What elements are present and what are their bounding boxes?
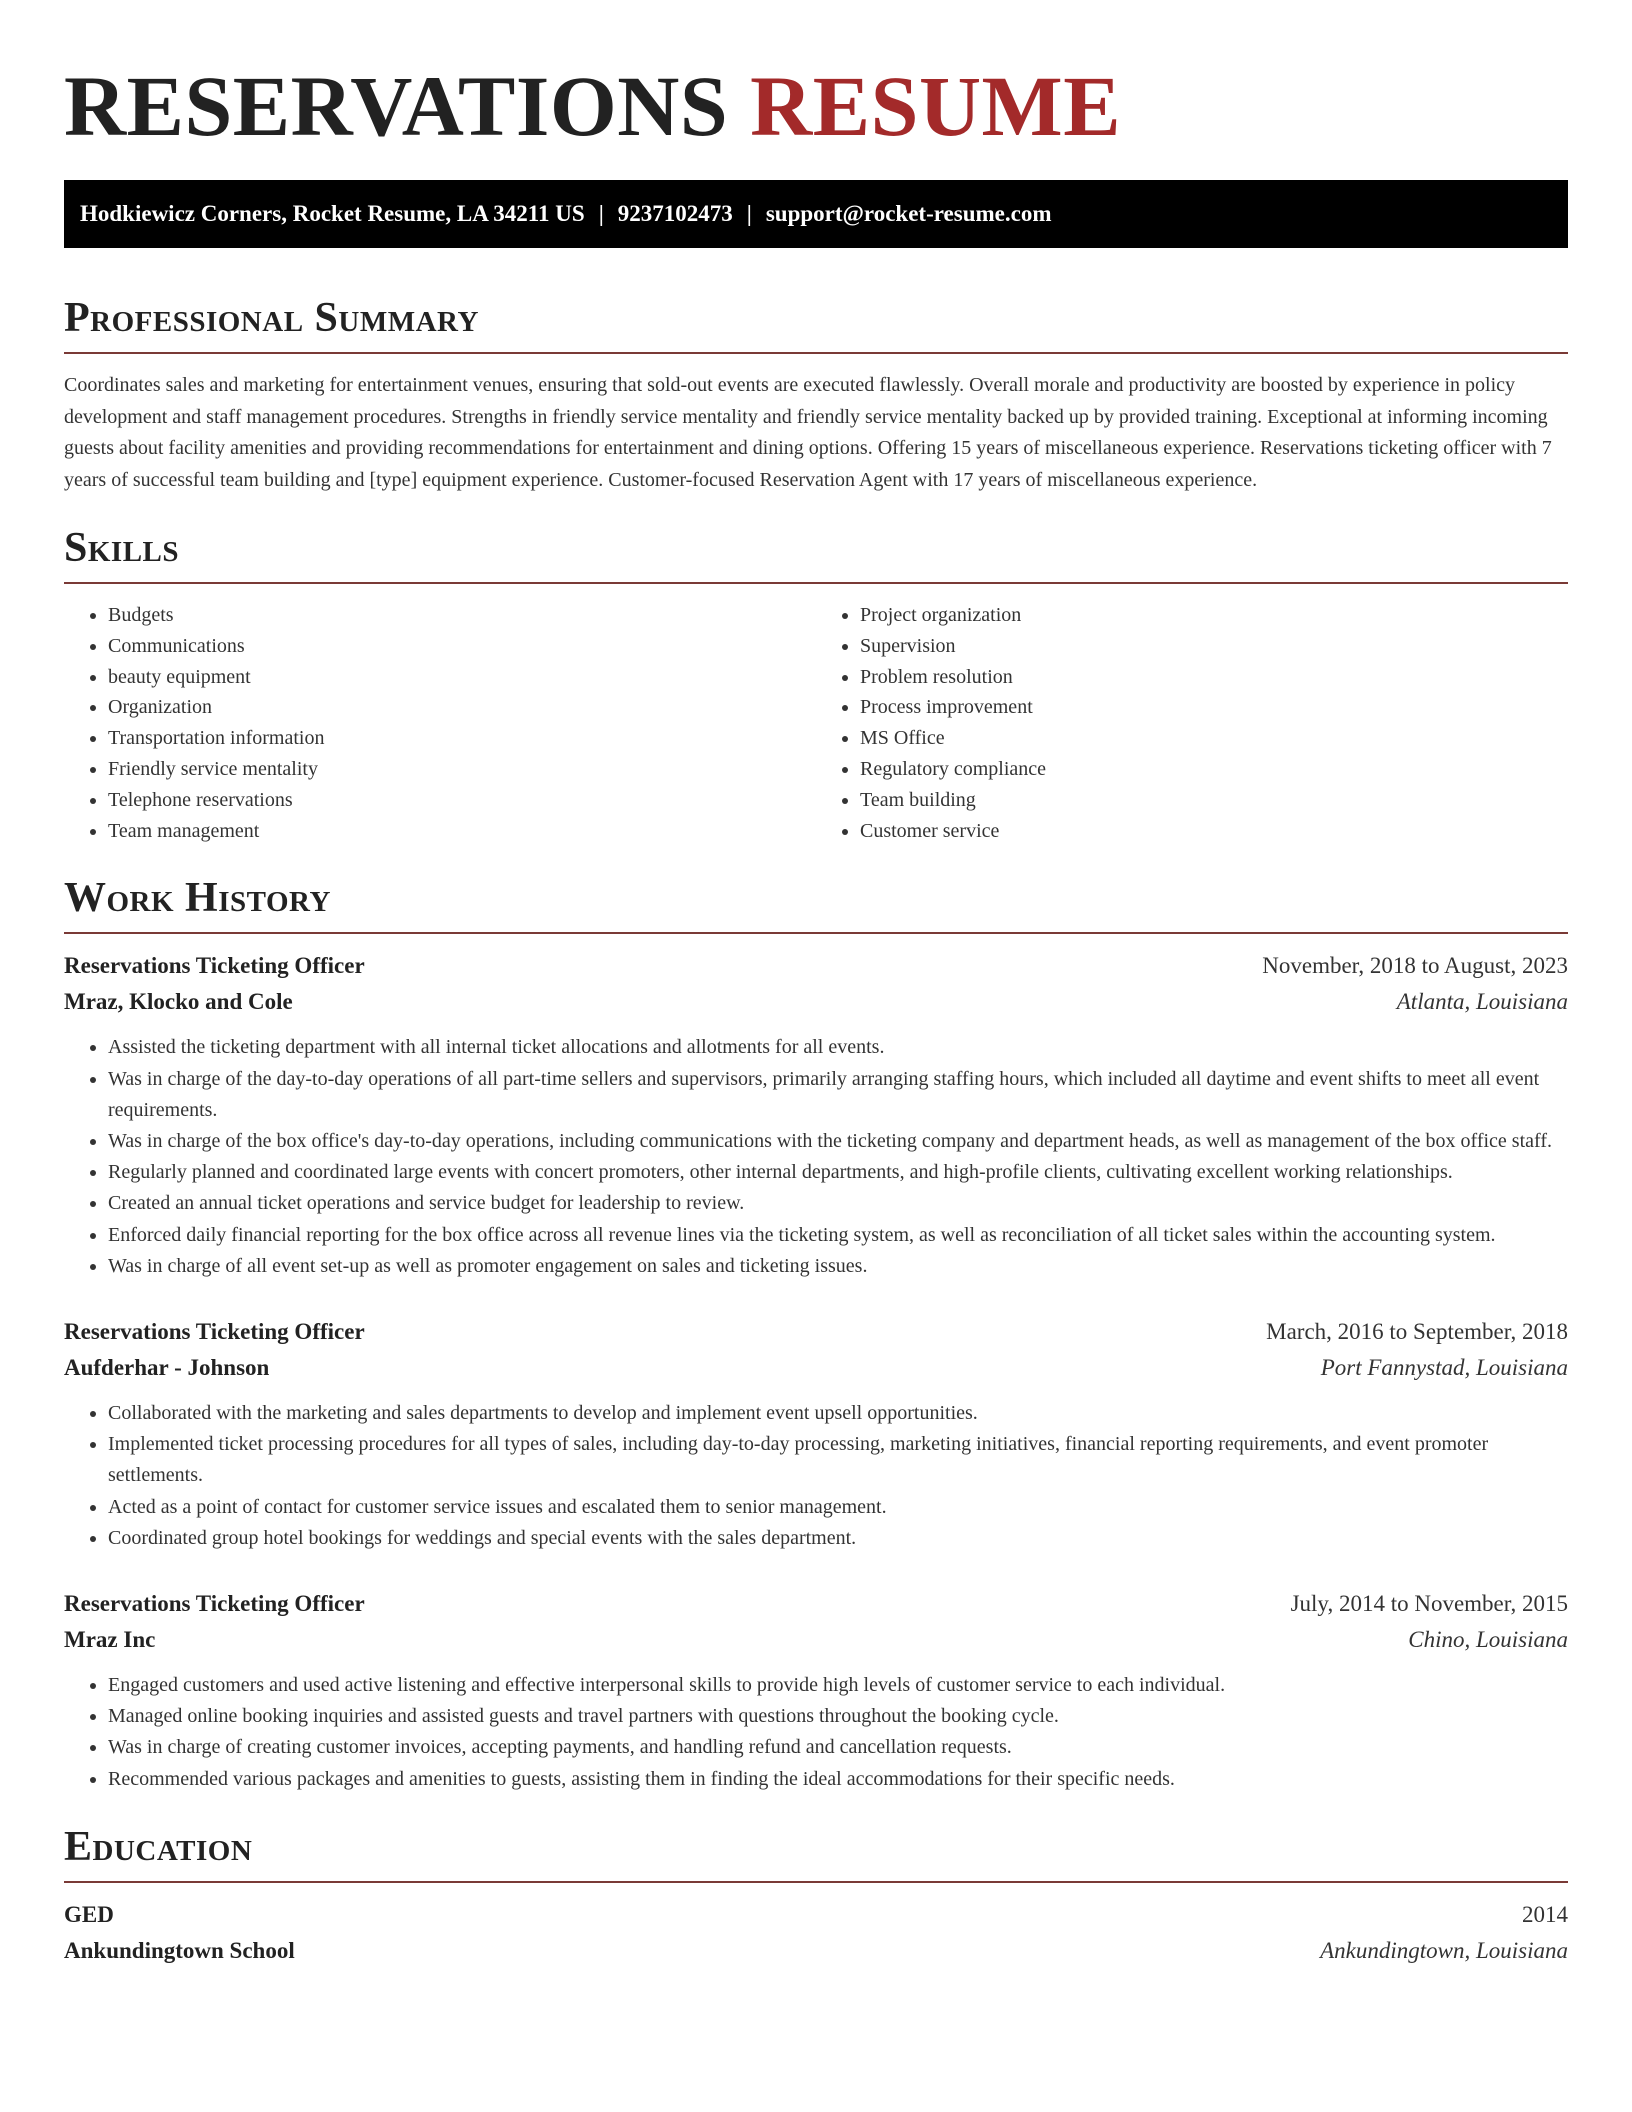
- resume-title: [64, 0, 1568, 154]
- education-year: 2014: [1522, 1901, 1568, 1927]
- education-entry: [64, 1897, 1568, 1969]
- job-header: [64, 1586, 1568, 1622]
- job-bullet: • Was in charge of all event set-up as well as promoter engagement on sales and ticketing issues.: [108, 1251, 1568, 1282]
- skill-item: • Budgets: [108, 600, 816, 631]
- skill-item: • Friendly service mentality: [108, 754, 816, 785]
- contact-separator: |: [598, 201, 604, 226]
- skill-item: • Communications: [108, 631, 816, 662]
- skills-column-left: [64, 600, 816, 846]
- job-bullet: • Recommended various packages and amenities to guests, assisting them in finding the ideal accommodations for their specific needs.: [108, 1764, 1568, 1795]
- education-degree: GED: [64, 1901, 114, 1927]
- job-company: Mraz Inc: [64, 1627, 156, 1653]
- job-dates: March, 2016 to September, 2018: [1266, 1319, 1568, 1344]
- skill-item: • MS Office: [860, 723, 1568, 754]
- job-bullet: • Collaborated with the marketing and sales departments to develop and implement event upsell opportunities.: [108, 1398, 1568, 1429]
- skills-heading: Skills: [64, 522, 1568, 584]
- job-bullet: • Created an annual ticket operations and service budget for leadership to review.: [108, 1188, 1568, 1219]
- job-title: Reservations Ticketing Officer: [64, 1319, 365, 1344]
- education-heading: Education: [64, 1821, 1568, 1883]
- job-title: Reservations Ticketing Officer: [64, 953, 365, 979]
- title-main: RESERVATIONS: [64, 58, 729, 154]
- skill-item: • Organization: [108, 692, 816, 723]
- skills-list: [64, 600, 1568, 846]
- job-header: [64, 1314, 1568, 1350]
- job-subheader: [64, 1622, 1568, 1658]
- skill-item: • Supervision: [860, 631, 1568, 662]
- summary-heading: Professional Summary: [64, 292, 1568, 354]
- skill-item: • Customer service: [860, 816, 1568, 847]
- job-location: Chino, Louisiana: [1408, 1627, 1568, 1653]
- job-company: Mraz, Klocko and Cole: [64, 989, 293, 1015]
- education-header: [64, 1897, 1568, 1933]
- job-title: Reservations Ticketing Officer: [64, 1591, 365, 1617]
- education-location: Ankundingtown, Louisiana: [1320, 1937, 1568, 1963]
- job-entry: [64, 1586, 1568, 1795]
- skill-item: • Regulatory compliance: [860, 754, 1568, 785]
- job-subheader: [64, 1350, 1568, 1386]
- job-bullet: • Was in charge of the box office's day-to-day operations, including communications with the ticketing company and department heads, as well as management of the box office staff.: [108, 1126, 1568, 1157]
- job-entry: [64, 1314, 1568, 1554]
- job-header: [64, 948, 1568, 984]
- job-bullet: • Implemented ticket processing procedures for all types of sales, including day-to-day processing, marketing initiatives, financial reporting requirements, and event promoter settlements.: [108, 1429, 1568, 1491]
- contact-bar: [64, 180, 1568, 248]
- job-location: Port Fannystad, Louisiana: [1320, 1355, 1568, 1380]
- job-location: Atlanta, Louisiana: [1396, 989, 1568, 1015]
- skill-item: • Transportation information: [108, 723, 816, 754]
- contact-separator: |: [746, 201, 752, 226]
- job-bullet: • Enforced daily financial reporting for the box office across all revenue lines via the ticketing system, as well as reconciliation of all ticket sales within the accounting system.: [108, 1220, 1568, 1251]
- skills-column-right: [816, 600, 1568, 846]
- job-company: Aufderhar - Johnson: [64, 1355, 270, 1380]
- work-heading: Work History: [64, 872, 1568, 934]
- job-bullet: • Was in charge of the day-to-day operations of all part-time sellers and supervisors, primarily arranging staffing hours, which included all daytime and event shifts to meet all event requirements.: [108, 1064, 1568, 1126]
- job-bullet: • Regularly planned and coordinated large events with concert promoters, other internal departments, and high-profile clients, cultivating excellent working relationships.: [108, 1157, 1568, 1188]
- contact-address: Hodkiewicz Corners, Rocket Resume, LA 34211 US: [80, 201, 585, 226]
- job-subheader: [64, 984, 1568, 1020]
- skill-item: • beauty equipment: [108, 662, 816, 693]
- job-bullet: • Acted as a point of contact for customer service issues and escalated them to senior management.: [108, 1492, 1568, 1523]
- education-school: Ankundingtown School: [64, 1937, 295, 1963]
- skill-item: • Process improvement: [860, 692, 1568, 723]
- job-bullets: [64, 1398, 1568, 1554]
- job-dates: July, 2014 to November, 2015: [1290, 1591, 1568, 1617]
- job-bullet: • Engaged customers and used active listening and effective interpersonal skills to provide high levels of customer service to each individual.: [108, 1670, 1568, 1701]
- job-dates: November, 2018 to August, 2023: [1262, 953, 1568, 979]
- job-bullet: • Managed online booking inquiries and assisted guests and travel partners with questions throughout the booking cycle.: [108, 1701, 1568, 1732]
- skill-item: • Problem resolution: [860, 662, 1568, 693]
- education-subheader: [64, 1933, 1568, 1969]
- contact-phone[interactable]: 9237102473: [617, 201, 733, 226]
- contact-email[interactable]: support@rocket-resume.com: [765, 201, 1052, 226]
- skill-item: • Project organization: [860, 600, 1568, 631]
- job-bullet: • Coordinated group hotel bookings for weddings and special events with the sales department.: [108, 1523, 1568, 1554]
- job-bullets: [64, 1670, 1568, 1795]
- summary-text: Coordinates sales and marketing for entertainment venues, ensuring that sold-out events are executed flawlessly. Overall morale and productivity are boosted by experience in policy development and staff management procedures. Strengths in friendly service mentality and friendly service mentality backed up by provided training. Exceptional at informing incoming guests about facility amenities and providing recommendations for entertainment and dining options. Offering 15 years of miscellaneous experience. Reservations ticketing officer with 7 years of successful team building and [type] equipment experience. Customer-focused Reservation Agent with 17 years of miscellaneous experience.: [64, 374, 1552, 491]
- job-entry: [64, 948, 1568, 1282]
- job-bullets: [64, 1032, 1568, 1282]
- skill-item: • Telephone reservations: [108, 785, 816, 816]
- skill-item: • Team management: [108, 816, 816, 847]
- skill-item: • Team building: [860, 785, 1568, 816]
- job-bullet: • Assisted the ticketing department with all internal ticket allocations and allotments for all events.: [108, 1032, 1568, 1063]
- job-bullet: • Was in charge of creating customer invoices, accepting payments, and handling refund and cancellation requests.: [108, 1732, 1568, 1763]
- title-accent: RESUME: [750, 58, 1122, 154]
